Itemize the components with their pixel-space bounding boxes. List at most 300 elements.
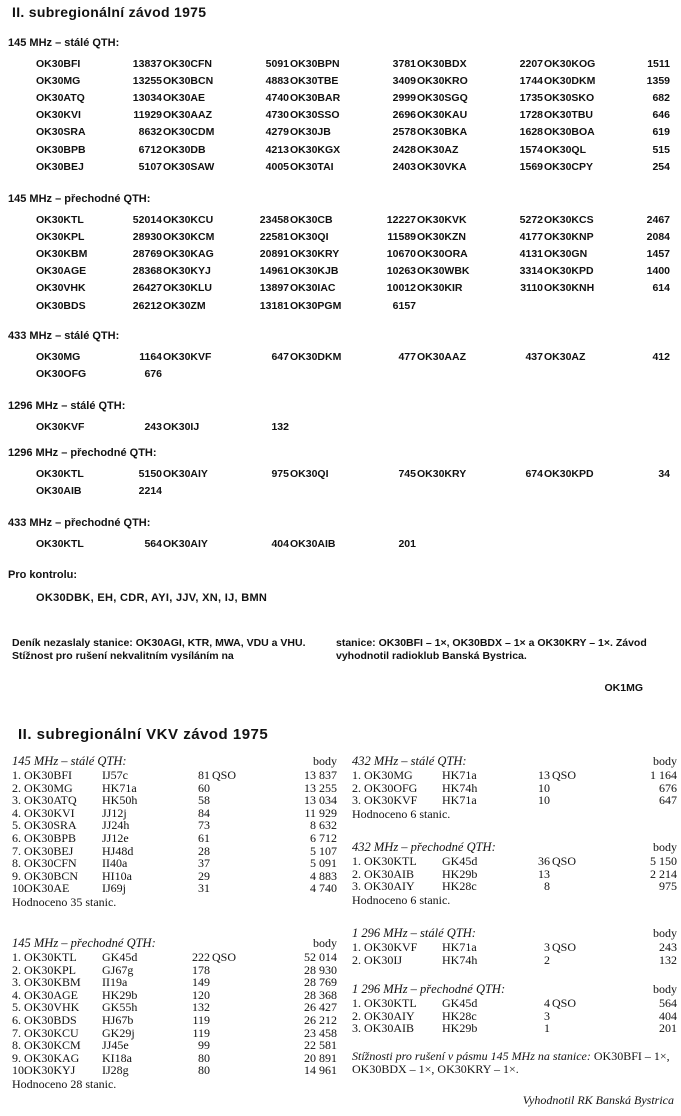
callsign: OK30AAZ bbox=[163, 109, 213, 122]
points: 4131 bbox=[519, 247, 543, 260]
qso-count: 13 bbox=[538, 768, 550, 782]
group-entries bbox=[36, 535, 676, 552]
rank: 7. bbox=[12, 1025, 21, 1040]
station-entry bbox=[544, 58, 671, 70]
callsign: OK30AZ bbox=[544, 350, 586, 363]
callsign: OK30ZM bbox=[163, 299, 206, 312]
rank: 2. bbox=[352, 952, 361, 967]
station-entry bbox=[163, 144, 290, 156]
points: 22581 bbox=[259, 230, 289, 243]
callsign: OK30IAC bbox=[290, 282, 336, 295]
locator: IJ57c bbox=[102, 768, 128, 782]
callsign: OK30OFG bbox=[36, 367, 87, 380]
points: 4 740 bbox=[310, 881, 337, 896]
points: 4005 bbox=[265, 160, 289, 173]
station-entry bbox=[417, 265, 544, 277]
table-row bbox=[352, 954, 677, 967]
points: 132 bbox=[659, 952, 677, 967]
rank: 5. bbox=[12, 818, 21, 833]
callsign: OK30WBK bbox=[417, 265, 470, 278]
callsign: OK30TAI bbox=[290, 160, 334, 173]
group-heading: 145 MHz – stálé QTH: bbox=[8, 37, 120, 49]
body-label: body bbox=[313, 754, 337, 768]
station-entry bbox=[417, 248, 544, 260]
rank: 1. bbox=[12, 950, 21, 964]
points: 2428 bbox=[392, 143, 416, 156]
points: 10670 bbox=[386, 247, 416, 260]
points: 2999 bbox=[392, 91, 416, 104]
points: 2467 bbox=[646, 213, 670, 226]
station-entry bbox=[163, 248, 290, 260]
entry-row bbox=[36, 365, 676, 382]
station-entry bbox=[290, 92, 417, 104]
points: 5107 bbox=[138, 160, 162, 173]
station-entry bbox=[163, 351, 290, 363]
qso-count: 36 bbox=[538, 854, 550, 868]
points: 11 929 bbox=[304, 805, 337, 820]
station-entry bbox=[36, 300, 163, 312]
points: 975 bbox=[271, 467, 289, 480]
points: 1359 bbox=[646, 74, 670, 87]
locator: HJ67b bbox=[102, 1012, 134, 1027]
entry-row bbox=[36, 280, 676, 297]
callsign: OK30KBM bbox=[36, 247, 88, 260]
rank: 1. bbox=[352, 854, 361, 868]
station-entry bbox=[290, 538, 417, 550]
locator: HK71a bbox=[442, 768, 477, 782]
complaint-note bbox=[352, 1050, 677, 1076]
lower-results-section bbox=[0, 716, 681, 1116]
points: 28 769 bbox=[304, 975, 337, 990]
body-label: body bbox=[653, 840, 677, 854]
entry-row bbox=[36, 418, 676, 435]
locator: HK28c bbox=[442, 879, 477, 894]
table-heading: 1 296 MHz – přechodné QTH: bbox=[352, 982, 506, 996]
table-heading: 1 296 MHz – stálé QTH: bbox=[352, 926, 476, 940]
rank: 9. bbox=[12, 1050, 21, 1065]
callsign: OK30MG bbox=[24, 780, 73, 795]
table-row bbox=[12, 832, 337, 845]
callsign: OK30KTL bbox=[36, 213, 84, 226]
qso-count: 81 bbox=[198, 768, 210, 782]
rank: 8. bbox=[12, 1038, 21, 1053]
callsign: OK30KRY bbox=[290, 247, 340, 260]
rank: 4. bbox=[12, 805, 21, 820]
body-label: body bbox=[653, 754, 677, 768]
points: 26 427 bbox=[304, 1000, 337, 1015]
station-entry bbox=[163, 282, 290, 294]
station-entry bbox=[36, 126, 163, 138]
callsign: OK30KVF bbox=[163, 350, 212, 363]
callsign: OK30KIR bbox=[417, 282, 463, 295]
station-entry bbox=[36, 58, 163, 70]
rank: 3. bbox=[352, 793, 361, 808]
station-entry bbox=[290, 58, 417, 70]
callsign: OK30KPL bbox=[24, 962, 77, 977]
points: 28769 bbox=[132, 247, 162, 260]
locator: II40a bbox=[102, 856, 128, 871]
station-entry bbox=[544, 468, 671, 480]
callsign: OK30QL bbox=[544, 143, 587, 156]
points: 4883 bbox=[265, 74, 289, 87]
entry-row bbox=[36, 228, 676, 245]
locator: GK45d bbox=[102, 950, 138, 964]
callsign: OK30JB bbox=[290, 126, 331, 139]
points: 6712 bbox=[138, 143, 162, 156]
locator: HK71a bbox=[102, 780, 137, 795]
table-row bbox=[12, 976, 337, 989]
entry-row bbox=[36, 141, 676, 158]
points: 1574 bbox=[519, 143, 543, 156]
callsign: OK30KTL bbox=[36, 537, 84, 550]
station-entry bbox=[36, 75, 163, 87]
points: 28 930 bbox=[304, 962, 337, 977]
entry-row bbox=[36, 55, 676, 72]
points: 676 bbox=[659, 780, 677, 795]
table-heading: 145 MHz – přechodné QTH: bbox=[12, 936, 156, 950]
table-row bbox=[352, 769, 677, 782]
callsign: OK30BPN bbox=[290, 57, 340, 70]
table-summary: Hodnoceno 6 stanic. bbox=[352, 806, 451, 821]
callsign: OK30AGE bbox=[24, 987, 78, 1002]
station-entry bbox=[417, 126, 544, 138]
points: 614 bbox=[652, 282, 670, 295]
callsign: OK30KAG bbox=[163, 247, 214, 260]
rank: 2. bbox=[352, 1008, 361, 1023]
station-entry bbox=[544, 248, 671, 260]
points: 13897 bbox=[259, 282, 289, 295]
callsign: OK30KYJ bbox=[24, 1063, 76, 1078]
callsign: OK30AGE bbox=[36, 265, 87, 278]
qso-count: 119 bbox=[192, 1025, 210, 1040]
callsign: OK30TBU bbox=[544, 109, 594, 122]
callsign: OK30KVI bbox=[36, 109, 81, 122]
callsign: OK30AIY bbox=[163, 537, 208, 550]
callsign: OK30ORA bbox=[417, 247, 468, 260]
group-entries bbox=[36, 55, 676, 175]
points: 3314 bbox=[519, 265, 543, 278]
group-heading: 1296 MHz – přechodné QTH: bbox=[8, 447, 157, 459]
callsign: OK30MG bbox=[36, 74, 81, 87]
station-entry bbox=[163, 468, 290, 480]
station-entry bbox=[290, 109, 417, 121]
points: 8632 bbox=[138, 126, 162, 139]
points: 5 150 bbox=[650, 854, 677, 868]
points: 647 bbox=[271, 350, 289, 363]
group-heading: 433 MHz – přechodné QTH: bbox=[8, 517, 151, 529]
callsign: OK30KCS bbox=[544, 213, 594, 226]
callsign: OK30DKM bbox=[290, 350, 342, 363]
callsign: OK30VHK bbox=[24, 1000, 80, 1015]
points: 14 961 bbox=[304, 1063, 337, 1078]
points: 22 581 bbox=[304, 1038, 337, 1053]
callsign: OK30CFN bbox=[163, 57, 213, 70]
station-entry bbox=[36, 144, 163, 156]
points: 676 bbox=[144, 367, 162, 380]
callsign: OK30KAU bbox=[417, 109, 468, 122]
callsign: OK30VHK bbox=[36, 282, 86, 295]
table-row bbox=[12, 1064, 337, 1077]
table-heading: 145 MHz – stálé QTH: bbox=[12, 754, 127, 768]
points: 1569 bbox=[519, 160, 543, 173]
points: 2578 bbox=[392, 126, 416, 139]
complaint-italic: Stížnosti pro rušení v pásmu 145 MHz na stanice: bbox=[352, 1049, 591, 1063]
callsign: OK30TBE bbox=[290, 74, 339, 87]
callsign: OK30SSO bbox=[290, 109, 340, 122]
callsign: OK30KRO bbox=[417, 74, 468, 87]
callsign: OK30AIB bbox=[290, 537, 336, 550]
callsign: OK30KJB bbox=[290, 265, 339, 278]
locator: GK29j bbox=[102, 1025, 135, 1040]
qso-count: 31 bbox=[198, 881, 210, 896]
station-entry bbox=[544, 265, 671, 277]
points: 745 bbox=[398, 467, 416, 480]
callsign: OK30SRA bbox=[36, 126, 86, 139]
station-entry bbox=[36, 485, 163, 497]
qso-count: 119 bbox=[192, 1012, 210, 1027]
callsign: OK30KYJ bbox=[163, 265, 211, 278]
callsign: OK30BCN bbox=[24, 868, 79, 883]
callsign: OK30AIB bbox=[364, 1021, 414, 1036]
points: 12227 bbox=[386, 213, 416, 226]
locator: HK29b bbox=[102, 987, 138, 1002]
callsign: OK30AIB bbox=[364, 866, 414, 881]
qso-count: 3 bbox=[544, 940, 550, 954]
points: 647 bbox=[659, 793, 677, 808]
callsign: OK30AIY bbox=[364, 879, 415, 894]
station-entry bbox=[290, 161, 417, 173]
rank: 4. bbox=[12, 987, 21, 1002]
station-entry bbox=[417, 144, 544, 156]
points: 5272 bbox=[519, 213, 543, 226]
qso-count: 29 bbox=[198, 868, 210, 883]
callsign: OK30KNP bbox=[544, 230, 594, 243]
points: 682 bbox=[652, 91, 670, 104]
callsign: OK30SGQ bbox=[417, 91, 468, 104]
station-entry bbox=[417, 214, 544, 226]
points: 3409 bbox=[392, 74, 416, 87]
station-entry bbox=[36, 109, 163, 121]
station-entry bbox=[290, 231, 417, 243]
points: 13181 bbox=[259, 299, 289, 312]
qso-count: 61 bbox=[198, 830, 210, 845]
entry-row bbox=[36, 465, 676, 482]
locator: GK45d bbox=[442, 996, 478, 1010]
station-entry bbox=[290, 126, 417, 138]
points: 564 bbox=[144, 537, 162, 550]
station-entry bbox=[417, 468, 544, 480]
station-entry bbox=[36, 265, 163, 277]
station-entry bbox=[417, 282, 544, 294]
rank: 3. bbox=[12, 793, 21, 808]
callsign: OK30KAG bbox=[24, 1050, 80, 1065]
callsign: OK30BAR bbox=[290, 91, 341, 104]
locator: IJ69j bbox=[102, 881, 126, 896]
results-table bbox=[352, 982, 677, 1035]
rank: 1. bbox=[352, 940, 361, 954]
qso-count: 84 bbox=[198, 805, 210, 820]
points: 437 bbox=[525, 350, 543, 363]
station-entry bbox=[36, 214, 163, 226]
points: 1735 bbox=[519, 91, 543, 104]
rank: 2. bbox=[12, 962, 21, 977]
station-entry bbox=[290, 248, 417, 260]
station-entry bbox=[417, 92, 544, 104]
callsign: OK30KVF bbox=[364, 793, 418, 808]
points: 10263 bbox=[386, 265, 416, 278]
points: 6157 bbox=[392, 299, 416, 312]
points: 404 bbox=[271, 537, 289, 550]
callsign: OK30KZN bbox=[417, 230, 467, 243]
rank: 3. bbox=[352, 879, 361, 894]
points: 4177 bbox=[519, 230, 543, 243]
points: 13255 bbox=[132, 74, 162, 87]
rank: 10. bbox=[12, 881, 27, 896]
locator: IJ28g bbox=[102, 1063, 129, 1078]
callsign: OK30KTL bbox=[36, 467, 84, 480]
points: 404 bbox=[659, 1008, 677, 1023]
callsign: OK30DB bbox=[163, 143, 206, 156]
qso-count: 10 bbox=[538, 793, 550, 808]
locator: HK74h bbox=[442, 952, 478, 967]
station-entry bbox=[417, 231, 544, 243]
qso-count: 37 bbox=[198, 856, 210, 871]
callsign: OK30CFN bbox=[24, 856, 77, 871]
points: 13837 bbox=[132, 57, 162, 70]
station-entry bbox=[163, 300, 290, 312]
station-entry bbox=[163, 109, 290, 121]
points: 6 712 bbox=[310, 830, 337, 845]
points: 10012 bbox=[386, 282, 416, 295]
points: 201 bbox=[398, 537, 416, 550]
qso-count: 28 bbox=[198, 843, 210, 858]
table-row bbox=[12, 794, 337, 807]
rank: 3. bbox=[12, 975, 21, 990]
station-entry bbox=[163, 421, 290, 433]
station-entry bbox=[417, 351, 544, 363]
points: 20 891 bbox=[304, 1050, 337, 1065]
qso-count: 10 bbox=[538, 780, 550, 795]
qso-count: 13 bbox=[538, 866, 550, 881]
entry-row bbox=[36, 263, 676, 280]
points: 243 bbox=[659, 940, 677, 954]
table-heading: 432 MHz – přechodné QTH: bbox=[352, 840, 496, 854]
station-entry bbox=[163, 214, 290, 226]
points: 1 164 bbox=[650, 768, 677, 782]
points: 13 255 bbox=[304, 780, 337, 795]
callsign: OK30CDM bbox=[163, 126, 215, 139]
table-row bbox=[352, 941, 677, 954]
locator: HK74h bbox=[442, 780, 478, 795]
points: 52014 bbox=[132, 213, 162, 226]
station-entry bbox=[544, 144, 671, 156]
points: 13034 bbox=[132, 91, 162, 104]
qso-count: 8 bbox=[544, 879, 550, 894]
callsign: OK30KPD bbox=[544, 467, 594, 480]
group-heading: 1296 MHz – stálé QTH: bbox=[8, 400, 126, 412]
table-row bbox=[352, 794, 677, 807]
station-entry bbox=[36, 282, 163, 294]
qso-count: 222 bbox=[192, 950, 210, 964]
control-label: Pro kontrolu: bbox=[8, 569, 78, 581]
table-row bbox=[352, 1022, 677, 1035]
locator: HJ48d bbox=[102, 843, 134, 858]
points: 52 014 bbox=[304, 950, 337, 964]
station-entry bbox=[163, 92, 290, 104]
group-entries bbox=[36, 418, 676, 435]
points: 23458 bbox=[259, 213, 289, 226]
table-row bbox=[12, 857, 337, 870]
results-table bbox=[12, 936, 337, 1092]
station-entry bbox=[163, 231, 290, 243]
points: 4279 bbox=[265, 126, 289, 139]
callsign: OK30AZ bbox=[417, 143, 459, 156]
points: 14961 bbox=[259, 265, 289, 278]
rank: 6. bbox=[12, 830, 21, 845]
callsign: OK30GN bbox=[544, 247, 588, 260]
entry-row bbox=[36, 124, 676, 141]
points: 412 bbox=[652, 350, 670, 363]
rank: 2. bbox=[12, 780, 21, 795]
points: 132 bbox=[271, 420, 289, 433]
results-table bbox=[12, 754, 337, 910]
points: 13 837 bbox=[304, 768, 337, 782]
callsign: OK30KCM bbox=[163, 230, 215, 243]
callsign: OK30AAZ bbox=[417, 350, 467, 363]
callsign: OK30KTL bbox=[364, 854, 417, 868]
group-entries bbox=[36, 348, 676, 382]
callsign: OK30QI bbox=[290, 230, 329, 243]
points: 1511 bbox=[647, 57, 670, 70]
rank: 1. bbox=[352, 996, 361, 1010]
points: 254 bbox=[652, 160, 670, 173]
table-heading: 432 MHz – stálé QTH: bbox=[352, 754, 467, 768]
locator: JJ12j bbox=[102, 805, 127, 820]
locator: HK29b bbox=[442, 1021, 478, 1036]
callsign: OK30MG bbox=[364, 768, 413, 782]
group-entries bbox=[36, 211, 676, 314]
callsign: OK30AIY bbox=[163, 467, 208, 480]
points: 564 bbox=[659, 996, 677, 1010]
callsign: OK30BPB bbox=[36, 143, 86, 156]
locator: HI10a bbox=[102, 868, 132, 883]
callsign: OK30BEJ bbox=[24, 843, 74, 858]
locator: HK29b bbox=[442, 866, 478, 881]
station-entry bbox=[544, 126, 671, 138]
qso-count: 2 bbox=[544, 952, 550, 967]
points: 1744 bbox=[519, 74, 543, 87]
lower-title: II. subregionální VKV závod 1975 bbox=[18, 726, 269, 743]
entry-row bbox=[36, 107, 676, 124]
station-entry bbox=[290, 75, 417, 87]
callsign: OK30CB bbox=[290, 213, 333, 226]
qso-unit: QSO bbox=[552, 940, 577, 954]
callsign: OK30SKO bbox=[544, 91, 595, 104]
entry-row bbox=[36, 245, 676, 262]
qso-unit: QSO bbox=[552, 854, 577, 868]
station-entry bbox=[36, 368, 163, 380]
results-table bbox=[352, 840, 677, 908]
callsign: OK30DKM bbox=[544, 74, 596, 87]
station-entry bbox=[290, 265, 417, 277]
points: 5 107 bbox=[310, 843, 337, 858]
rank: 1. bbox=[12, 768, 21, 782]
rank: 3. bbox=[352, 1021, 361, 1036]
station-entry bbox=[544, 92, 671, 104]
entry-row bbox=[36, 158, 676, 175]
entry-row bbox=[36, 348, 676, 365]
points: 11589 bbox=[387, 230, 416, 243]
